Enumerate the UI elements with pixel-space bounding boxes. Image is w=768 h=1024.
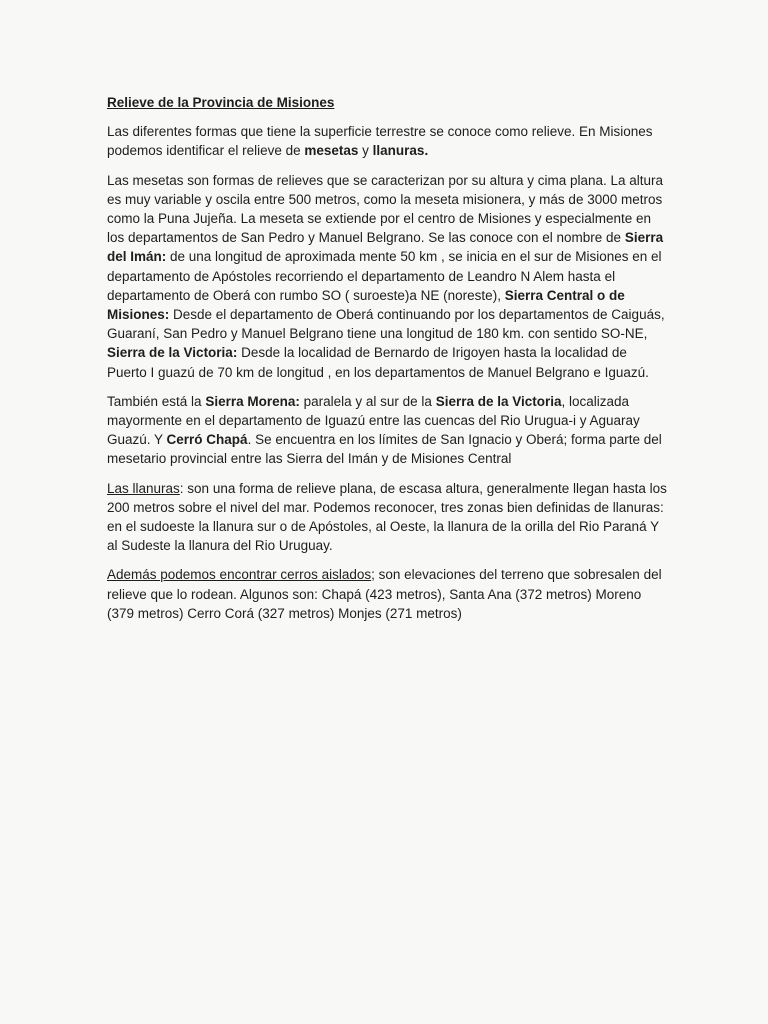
- paragraph-intro: [107, 122, 667, 160]
- underlined-heading: Las llanuras: [107, 480, 180, 496]
- text-run: : son una forma de relieve plana, de escasa altura, generalmente llegan hasta los 200 metros sobre el nivel del mar. Podemos reconocer, tres zonas bien definidas de llanuras: en el sudoeste la llanura sur o de Apóstoles, al Oeste, la llanura de la orilla del Rio Paraná Y al Sudeste la llanura del Rio Uruguay.: [107, 480, 667, 554]
- text-run: Desde la localidad de Bernardo de Irigoyen hasta la localidad de Puerto I guazú de 70 km de longitud , en los departamentos de Manuel Belgrano e Iguazú.: [107, 345, 649, 380]
- paragraph-cerros: [107, 565, 667, 623]
- bold-term: Sierra del Imán:: [107, 230, 664, 265]
- paragraph-mesetas: [107, 171, 667, 382]
- text-run: paralela y al sur de la: [299, 393, 436, 409]
- text-run: y: [358, 143, 373, 159]
- underlined-heading: Además podemos encontrar cerros aislados: [107, 567, 372, 583]
- paragraph-sierras: [107, 392, 667, 469]
- text-run: Las mesetas son formas de relieves que se caracterizan por su altura y cima plana. La altura es muy variable y oscila entre 500 metros, como la meseta misionera, y más de 3000 metros como la Puna Jujeña. La meseta se extiende por el centro de Misiones y especialmente en los departamentos de San Pedro y Manuel Belgrano. Se las conoce con el nombre de: [107, 172, 664, 246]
- document-body: [107, 93, 667, 633]
- text-run: , localizada mayormente en el departamento de Iguazú entre las cuencas del Rio Urugua-i y Aguaray Guazú. Y: [107, 393, 640, 448]
- bold-term: llanuras.: [372, 143, 429, 159]
- paragraph-llanuras: [107, 479, 667, 556]
- bold-term: mesetas: [304, 143, 359, 159]
- text-run: También está la: [107, 393, 206, 409]
- text-run: ; son elevaciones del terreno que sobresalen del relieve que lo rodean. Algunos son: Chapá (423 metros), Santa Ana (372 metros) Moreno (379 metros) Cerro Corá (327 metros) Monjes (271 metros): [107, 567, 662, 621]
- text-run: de una longitud de aproximada mente 50 km , se inicia en el sur de Misiones en el departamento de Apóstoles recorriendo el departamento de Leandro N Alem hasta el departamento de Oberá con rumbo SO ( suroeste)a NE (noreste),: [107, 249, 662, 303]
- text-run: Desde el departamento de Oberá continuando por los departamentos de Caiguás, Guaraní, San Pedro y Manuel Belgrano tiene una longitud de 180 km. con sentido SO-NE,: [107, 307, 665, 342]
- bold-term: Sierra Morena:: [205, 393, 300, 409]
- text-run: . Se encuentra en los límites de San Ignacio y Oberá; forma parte del mesetario provincial entre las Sierra del Imán y de Misiones Central: [107, 432, 662, 467]
- text-run: Las diferentes formas que tiene la superficie terrestre se conoce como relieve. En Misiones podemos identificar el relieve de: [107, 124, 653, 159]
- bold-term: Sierra de la Victoria: [435, 393, 562, 409]
- bold-term: Sierra de la Victoria:: [107, 345, 238, 361]
- document-title: Relieve de la Provincia de Misiones: [107, 95, 335, 110]
- bold-term: Cerró Chapá: [166, 432, 248, 448]
- bold-term: Sierra Central o de Misiones:: [107, 287, 625, 323]
